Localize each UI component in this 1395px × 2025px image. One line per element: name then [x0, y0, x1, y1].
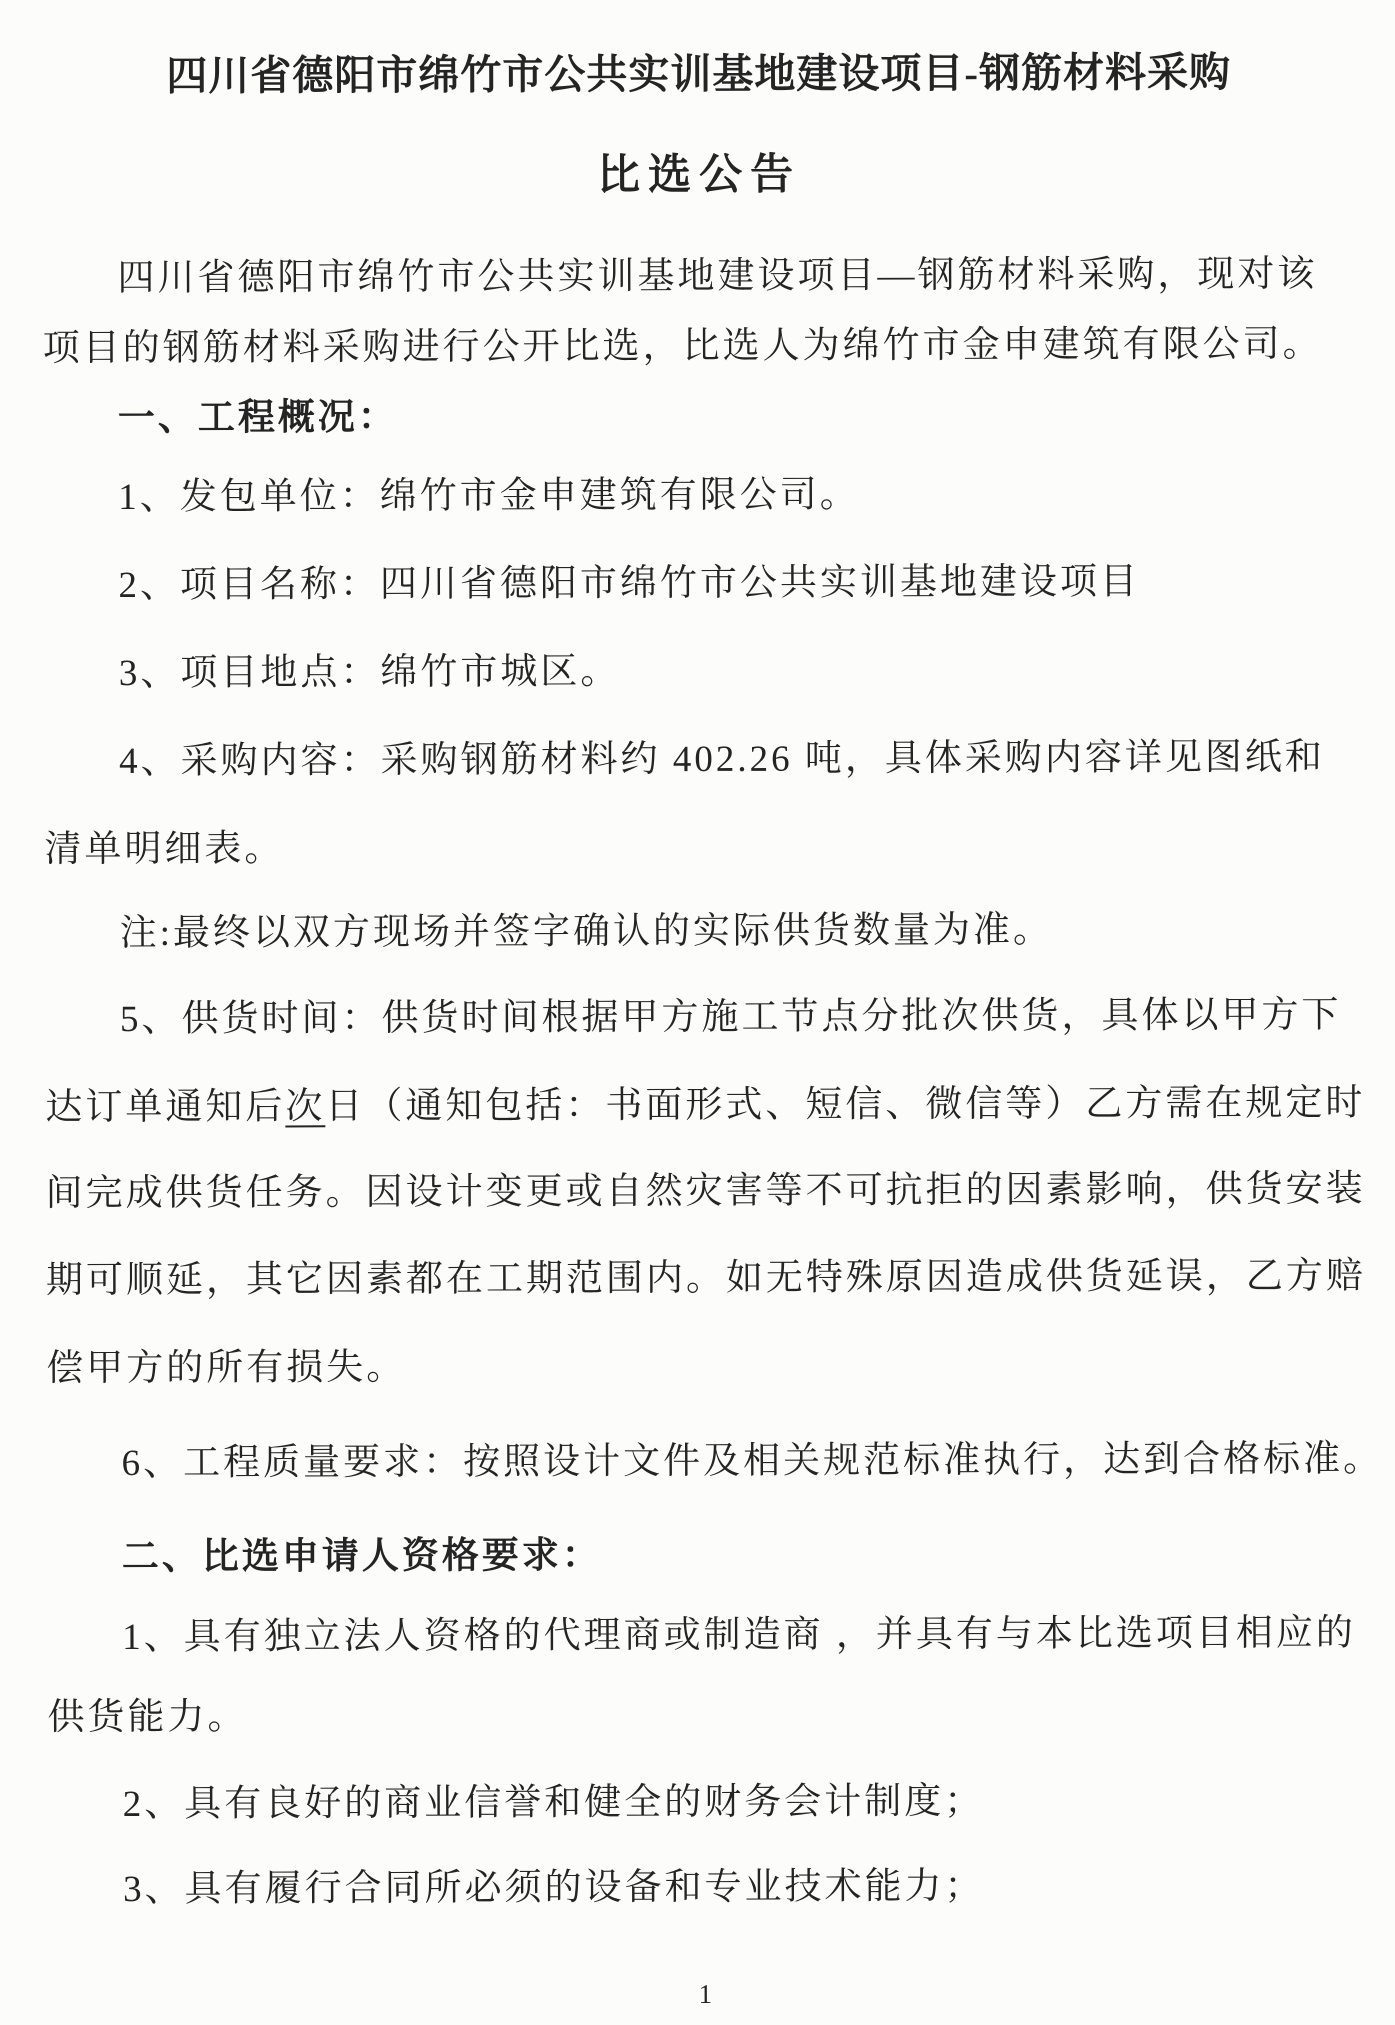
- supply-time-line-2-before: 达订单通知后: [45, 1086, 286, 1129]
- supply-time-line-3: 间完成供货任务。因设计变更或自然灾害等不可抗拒的因素影响，供货安装: [45, 1168, 1366, 1215]
- overview-item-procurement-content-line-1: 4、采购内容：采购钢筋材料约 402.26 吨，具体采购内容详见图纸和: [119, 736, 1325, 783]
- document-content: [0, 26, 1395, 2017]
- supply-time-line-5: 偿甲方的所有损失。: [46, 1347, 407, 1390]
- section1-heading: 一、工程概况：: [117, 397, 398, 440]
- section2-heading: 二、比选申请人资格要求：: [121, 1535, 602, 1579]
- page-number: 1: [698, 1978, 713, 2010]
- qualification-item-1-line-1: 1、具有独立法人资格的代理商或制造商 ，并具有与本比选项目相应的: [122, 1612, 1356, 1659]
- intro-line-2: 项目的钢筋材料采购进行公开比选，比选人为绵竹市金申建筑有限公司。: [42, 323, 1323, 370]
- qualification-item-3: 3、具有履行合同所必须的设备和专业技术能力；: [122, 1866, 985, 1911]
- supply-time-line-1: 5、供货时间：供货时间根据甲方施工节点分批次供货，具体以甲方下: [119, 994, 1342, 1041]
- overview-item-quality-requirement: 6、工程质量要求：按照设计文件及相关规范标准执行，达到合格标准。: [121, 1438, 1384, 1485]
- underlined-next-day-text: 次: [285, 1086, 326, 1128]
- overview-item-project-name: 2、项目名称：四川省德阳市绵竹市公共实训基地建设项目: [118, 561, 1141, 607]
- qualification-item-2: 2、具有良好的商业信誉和健全的财务会计制度；: [122, 1781, 985, 1826]
- qualification-item-1-line-2: 供货能力。: [47, 1696, 248, 1739]
- overview-item-project-location: 3、项目地点：绵竹市城区。: [118, 651, 621, 695]
- supply-time-line-2: [45, 1062, 1366, 1151]
- document-subtitle: 比选公告: [596, 151, 802, 200]
- overview-item-procurement-content-line-2: 清单明细表。: [44, 828, 285, 871]
- overview-item-contracting-unit: 1、发包单位：绵竹市金申建筑有限公司。: [118, 474, 860, 519]
- document-title: 四川省德阳市绵竹市公共实训基地建设项目-钢筋材料采购: [166, 49, 1232, 99]
- procurement-note-line: 注:最终以双方现场并签字确认的实际供货数量为准。: [119, 909, 1054, 955]
- intro-line-1: 四川省德阳市绵竹市公共实训基地建设项目—钢筋材料采购，现对该: [117, 253, 1318, 300]
- supply-time-line-4: 期可顺延，其它因素都在工期范围内。如无特殊原因造成供货延误，乙方赔: [45, 1255, 1366, 1302]
- supply-time-line-2-after: 日（通知包括：书面形式、短信、微信等）乙方需在规定时: [325, 1082, 1366, 1128]
